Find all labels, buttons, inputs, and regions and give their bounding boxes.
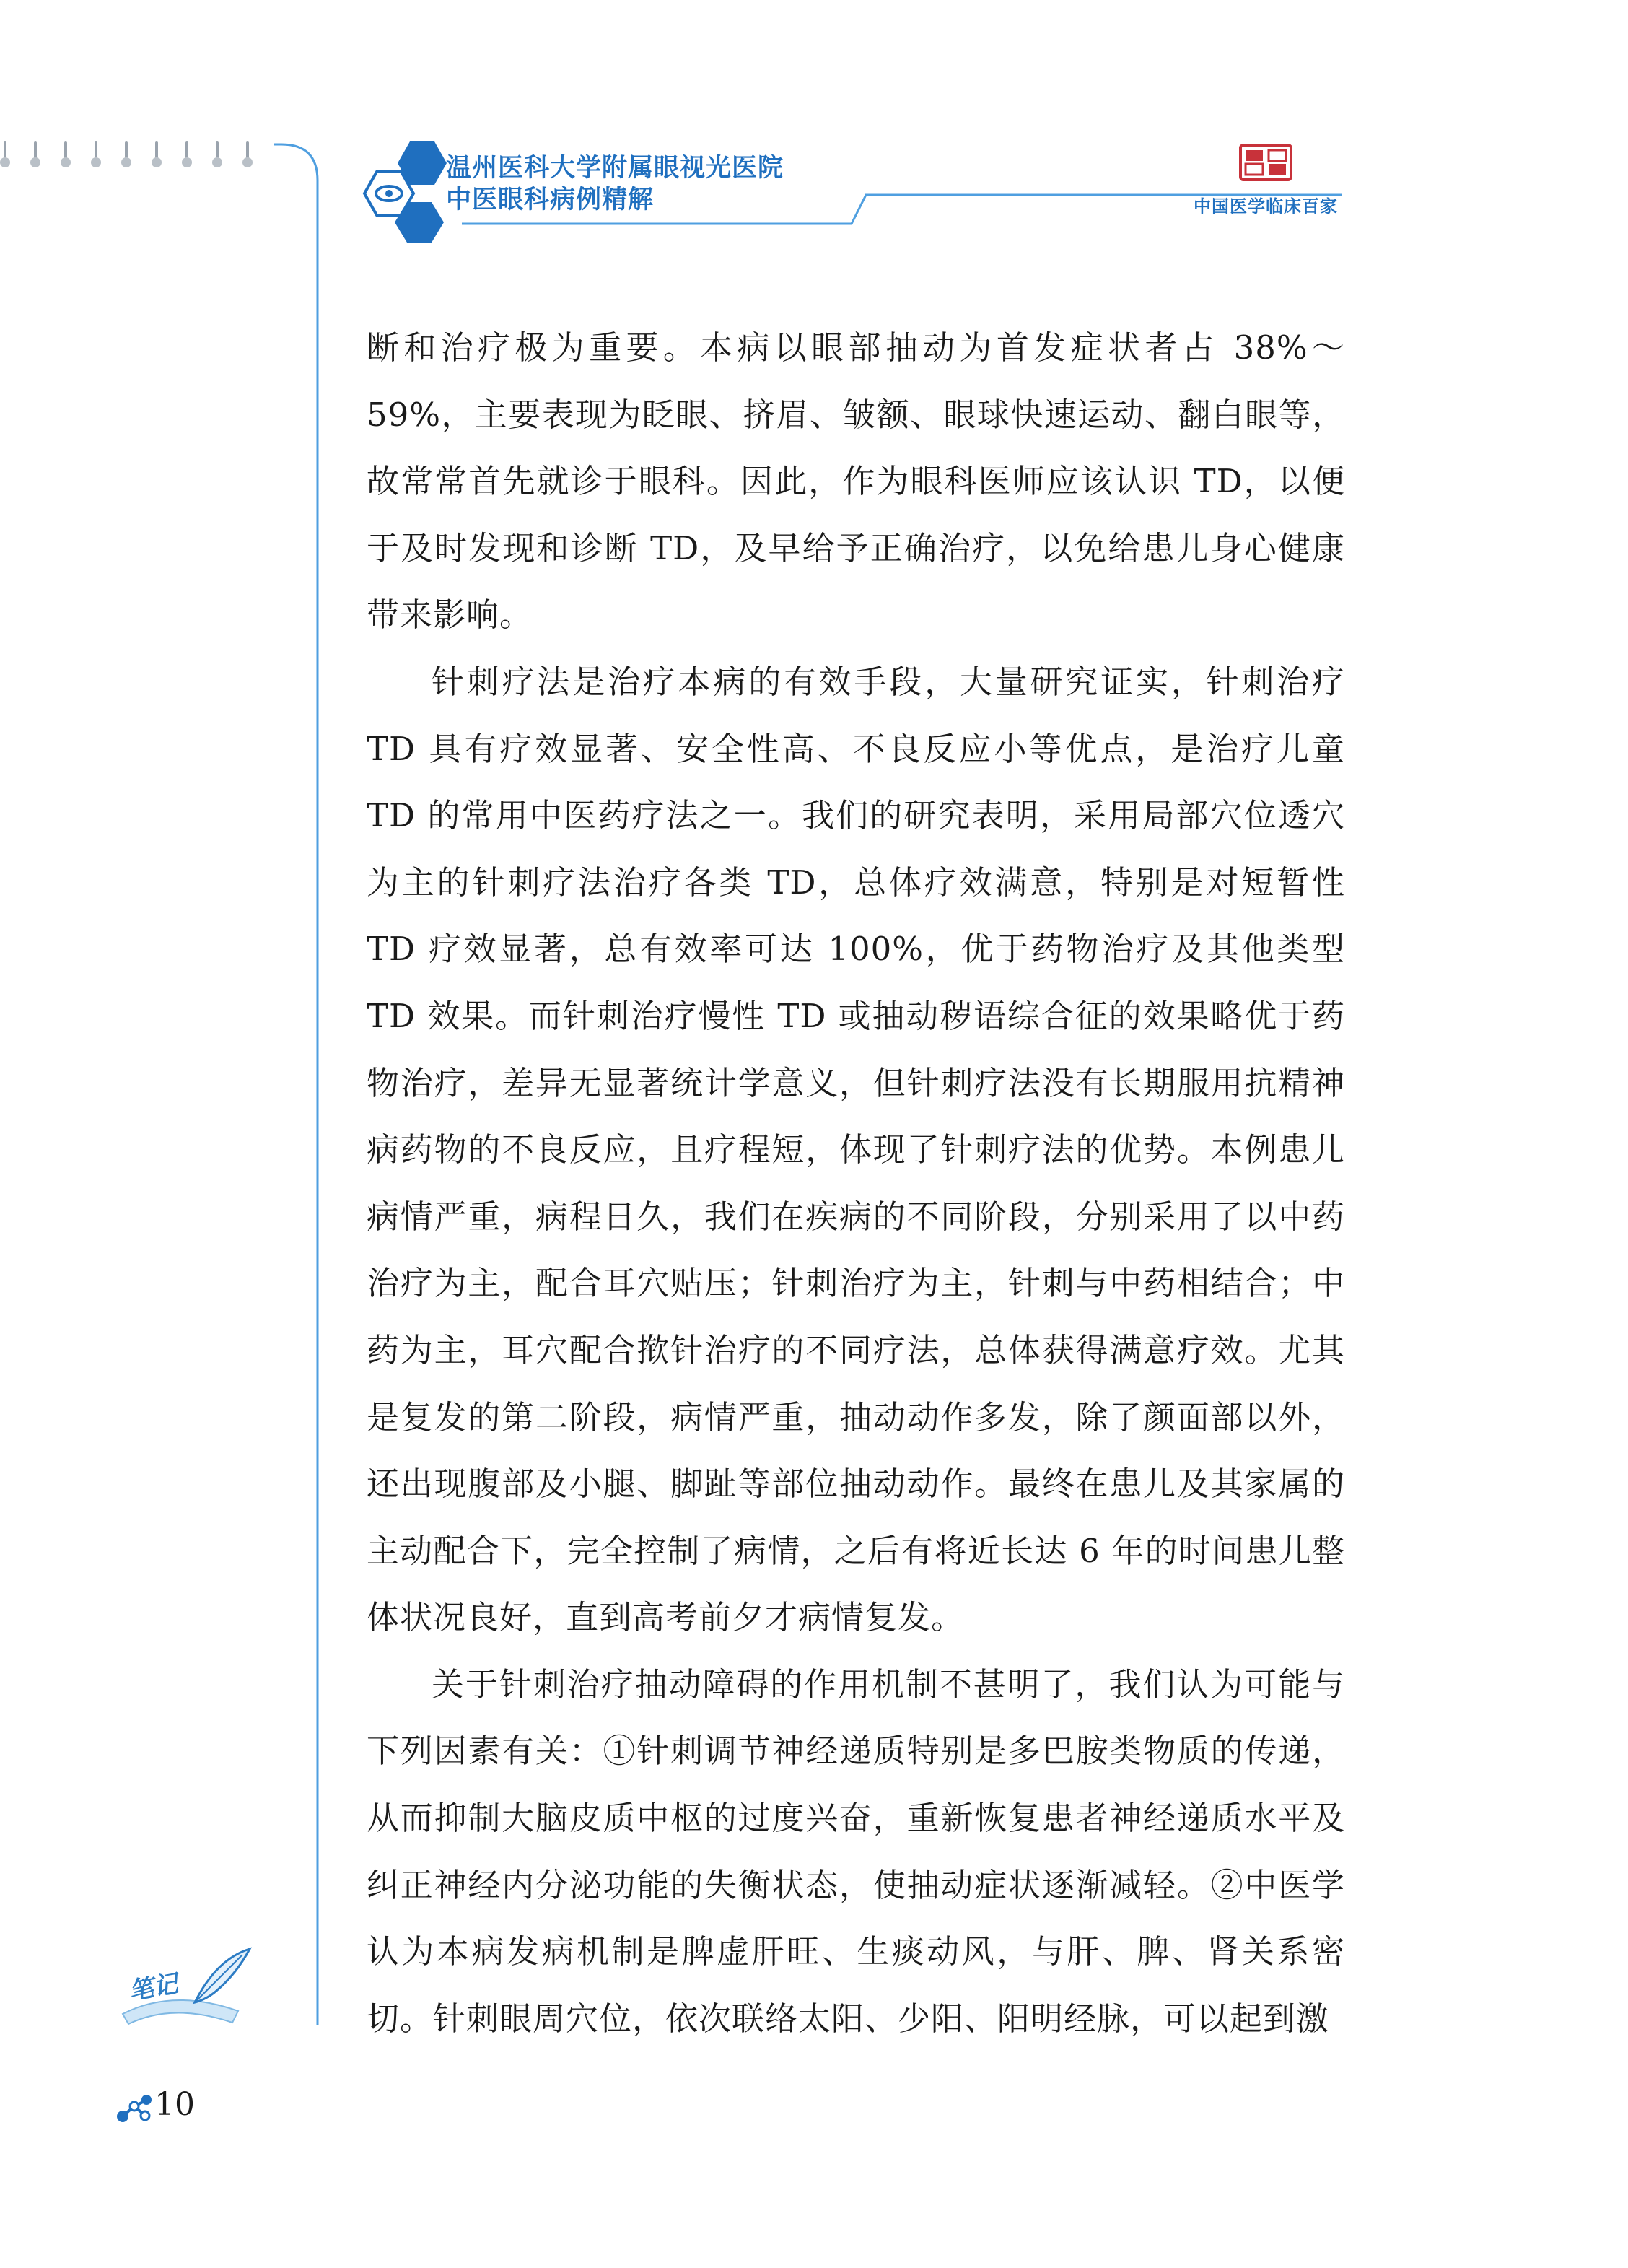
binding-ring-icon	[152, 141, 162, 170]
binding-ring-icon	[242, 141, 253, 170]
molecule-icon	[115, 2092, 153, 2124]
binding-ring-icon	[61, 141, 71, 170]
notes-label: 笔记	[126, 1969, 180, 2007]
header-title: 温州医科大学附属眼视光医院	[446, 154, 784, 183]
binding-ring-icon	[30, 141, 40, 170]
margin-line	[274, 141, 320, 2025]
hexagon-eye-logo-icon	[359, 136, 460, 244]
paragraph-3: 关于针刺治疗抽动障碍的作用机制不甚明了，我们认为可能与下列因素有关：①针刺调节神经递质特别是多巴胺类物质的传递，从而抑制大脑皮质中枢的过度兴奋，重新恢复患者神经递质水平及纠正神经内分泌功能的失衡状态，使抽动症状逐渐减轻。②中医学认为本病发病机制是脾虚肝旺、生痰动风，与肝、脾、肾关系密切。针刺眼周穴位，依次联络太阳、少阳、阳明经脉，可以起到激	[367, 1665, 1345, 2038]
series-name: 中国医学临床百家	[1194, 196, 1338, 217]
page-number: 10	[154, 2086, 195, 2123]
binding-rings	[0, 141, 303, 170]
binding-ring-icon	[121, 141, 131, 170]
red-seal-icon	[1238, 143, 1293, 182]
binding-ring-icon	[0, 141, 10, 170]
binding-ring-icon	[182, 141, 192, 170]
binding-ring-icon	[91, 141, 101, 170]
paragraph-1: 断和治疗极为重要。本病以眼部抽动为首发症状者占 38%～59%，主要表现为眨眼、挤眉、皱额、眼球快速运动、翻白眼等，故常常首先就诊于眼科。因此，作为眼科医师应该认识 TD，以便于及时发现和诊断 TD，及早给予正确治疗，以免给患儿身心健康带来影响。	[367, 328, 1345, 634]
article-body	[367, 315, 1345, 2052]
header-subtitle: 中医眼科病例精解	[446, 186, 655, 214]
paragraph-2: 针刺疗法是治疗本病的有效手段，大量研究证实，针刺治疗 TD 具有疗效显著、安全性高、不良反应小等优点，是治疗儿童 TD 的常用中医药疗法之一。我们的研究表明，采用局部穴位透穴为主的针刺疗法治疗各类 TD，总体疗效满意，特别是对短暂性 TD 疗效显著，总有效率可达 100%，优于药物治疗及其他类型 TD 效果。而针刺治疗慢性 TD 或抽动秽语综合征的效果略优于药物治疗，差异无显著统计学意义，但针刺疗法没有长期服用抗精神病药物的不良反应，且疗程短，体现了针刺疗法的优势。本例患儿病情严重，病程日久，我们在疾病的不同阶段，分别采用了以中药治疗为主，配合耳穴贴压；针刺治疗为主，针刺与中药相结合；中药为主，耳穴配合揿针治疗的不同疗法，总体获得满意疗效。尤其是复发的第二阶段，病情严重，抽动动作多发，除了颜面部以外，还出现腹部及小腿、脚趾等部位抽动动作。最终在患儿及其家属的主动配合下，完全控制了病情，之后有将近长达 6 年的时间患儿整体状况良好，直到高考前夕才病情复发。	[367, 662, 1345, 1637]
binding-ring-icon	[212, 141, 222, 170]
